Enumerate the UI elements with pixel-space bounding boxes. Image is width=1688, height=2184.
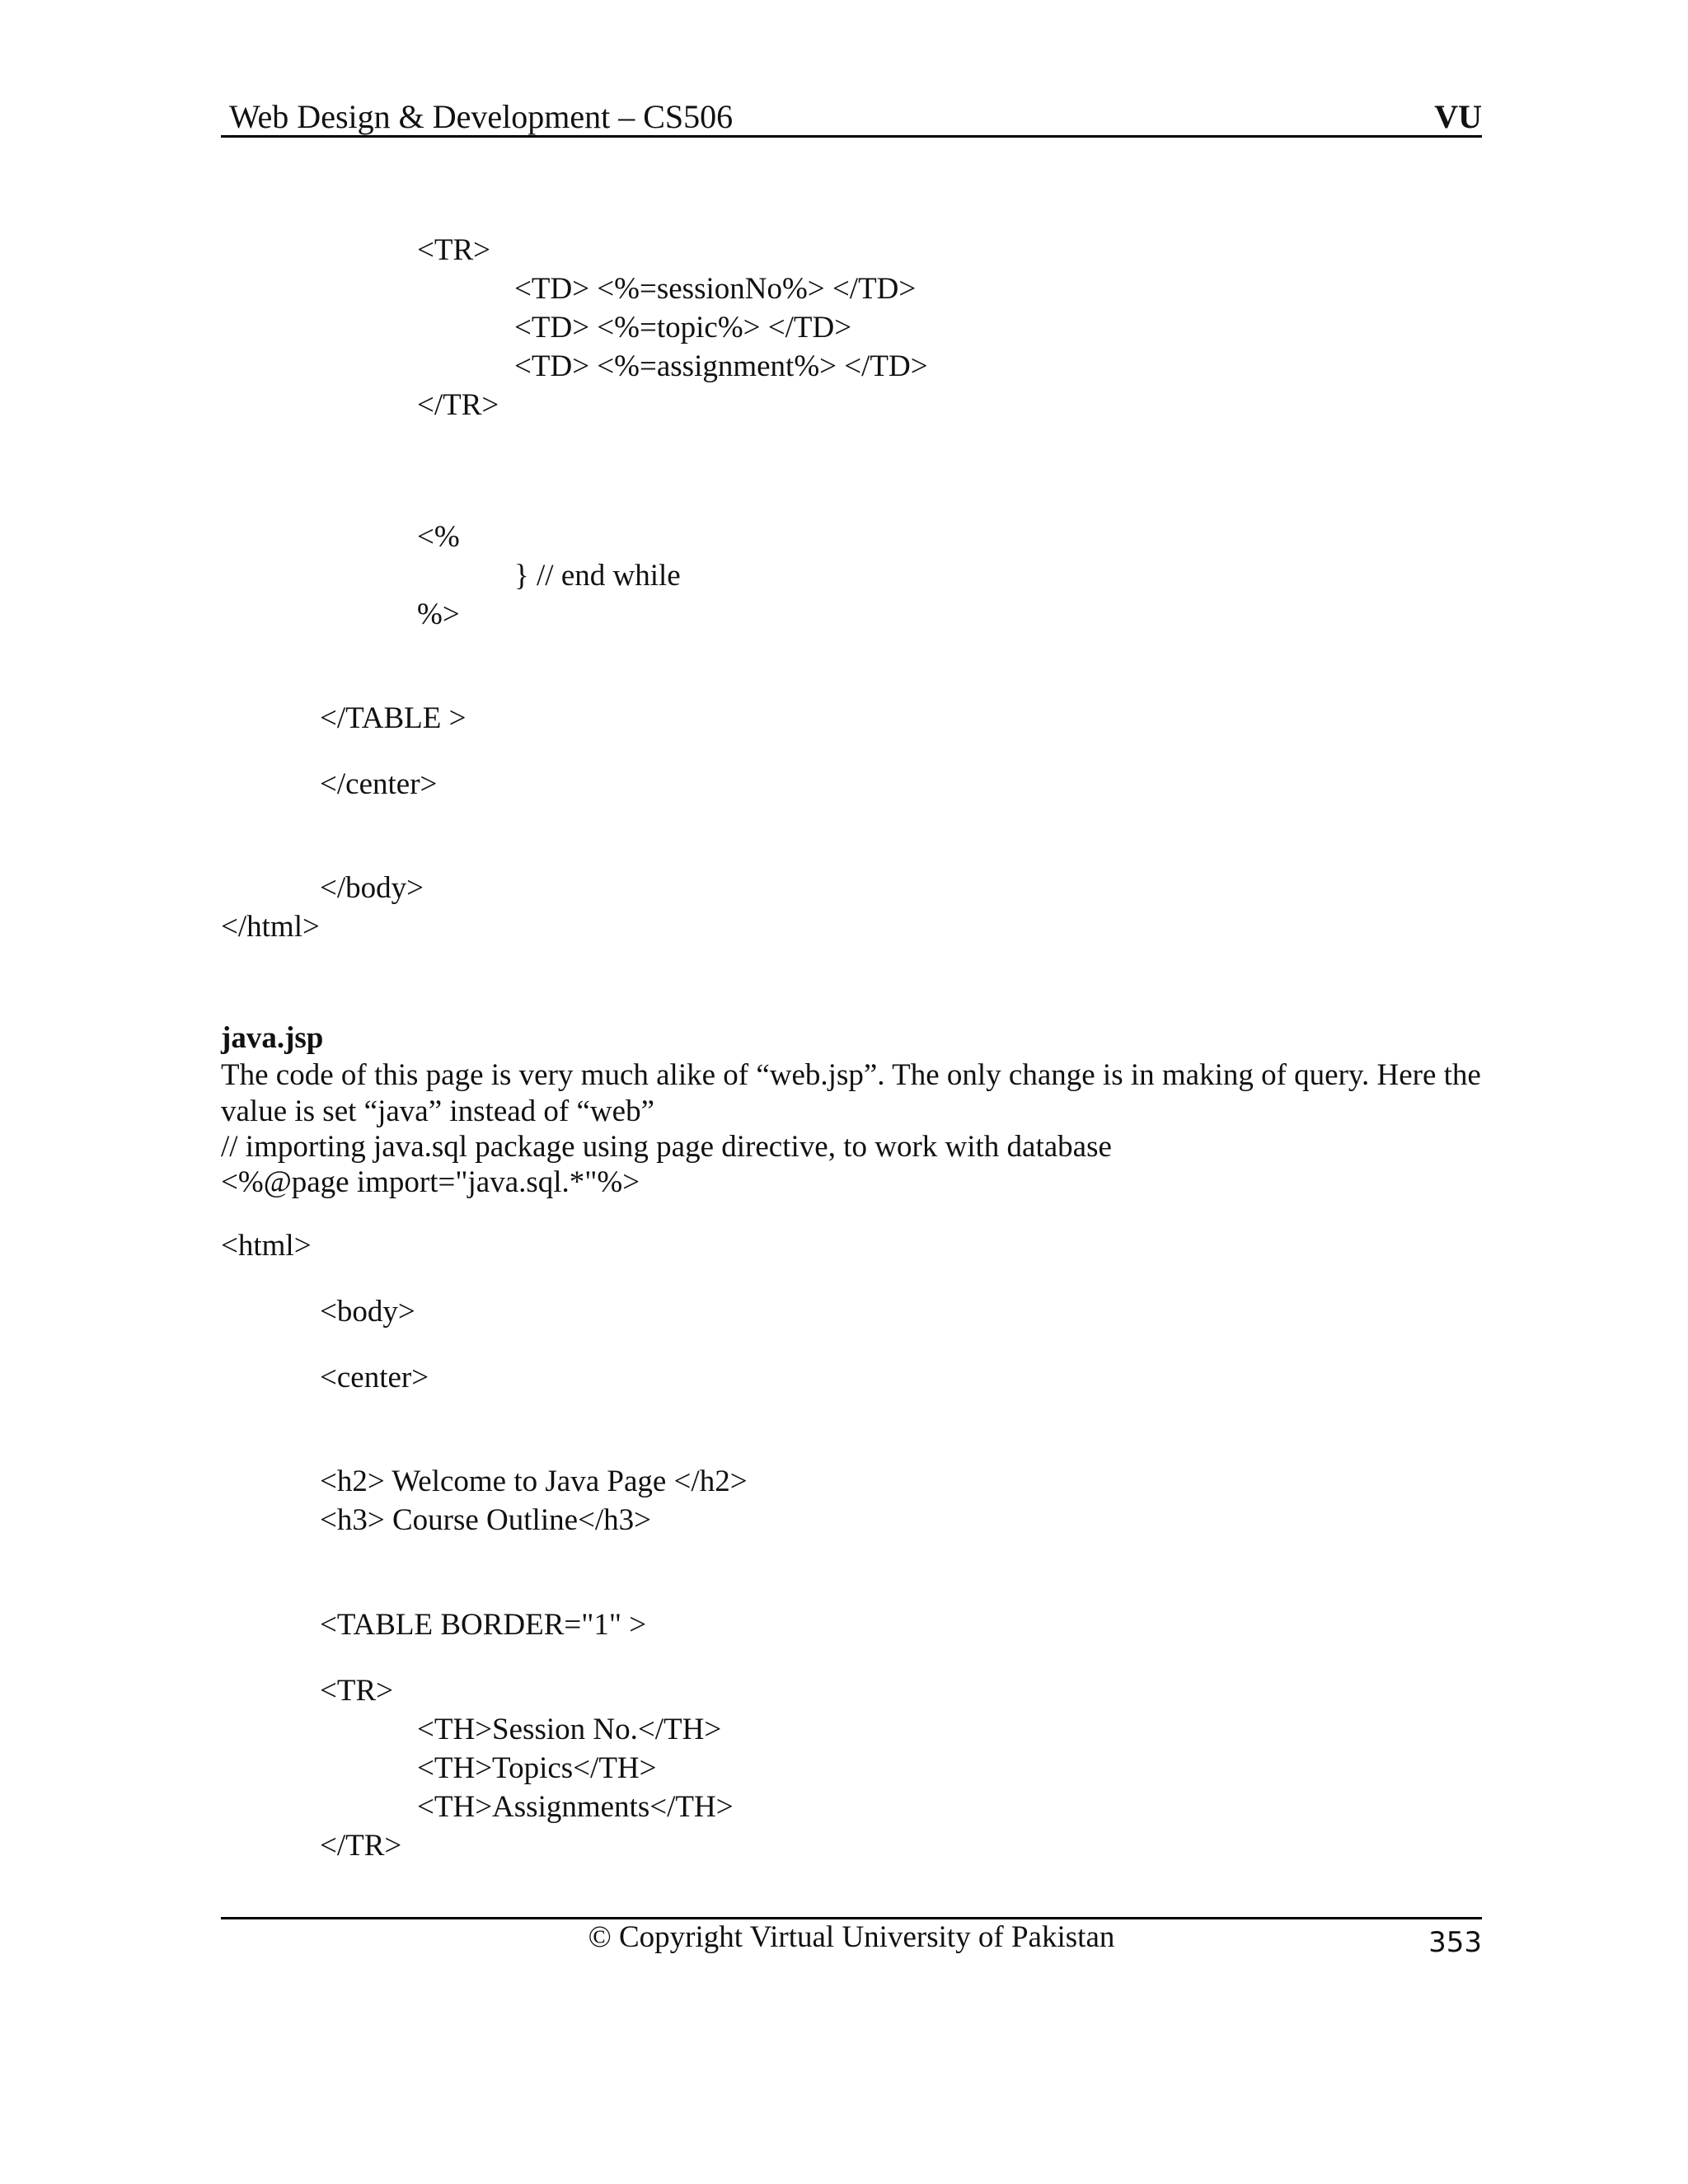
code-comment: // importing java.sql package using page directive, to work with database	[221, 1130, 1112, 1164]
course-title: Web Design & Development – CS506	[229, 98, 734, 135]
copyright-text: © Copyright Virtual University of Pakistan	[588, 1920, 1115, 1954]
page-number: 353	[1428, 1926, 1482, 1959]
university-brand: VU	[1434, 98, 1482, 135]
section-heading: java.jsp	[221, 1021, 324, 1055]
code-line: <%	[417, 520, 460, 554]
code-line: <TD> <%=topic%> </TD>	[514, 311, 852, 344]
code-line: %>	[417, 598, 460, 631]
section-paragraph: The code of this page is very much alike of “web.jsp”. The only change is in making of query. Here the value is set “java” instead of “web”	[221, 1058, 1481, 1128]
page-header	[221, 92, 1482, 138]
code-line: <TD> <%=sessionNo%> </TD>	[514, 272, 917, 306]
code-line: <TD> <%=assignment%> </TD>	[514, 349, 928, 383]
code-line: <TR>	[320, 1674, 394, 1708]
code-line: </TR>	[320, 1829, 402, 1863]
code-line: </center>	[320, 767, 438, 801]
code-line: </html>	[221, 910, 320, 944]
code-line: <TH>Assignments</TH>	[417, 1790, 734, 1824]
code-line: <body>	[320, 1295, 415, 1329]
code-line: <center>	[320, 1361, 429, 1394]
code-line: <TH>Session No.</TH>	[417, 1713, 722, 1746]
code-line: <h3> Course Outline</h3>	[320, 1503, 652, 1537]
code-line: <TABLE BORDER="1" >	[320, 1608, 647, 1642]
code-line: </TABLE >	[320, 701, 467, 735]
code-line: } // end while	[514, 559, 681, 593]
code-line: </TR>	[417, 388, 499, 422]
code-line: <html>	[221, 1229, 312, 1263]
code-line: <h2> Welcome to Java Page </h2>	[320, 1465, 748, 1498]
code-line: <TR>	[417, 233, 491, 267]
code-line: <TH>Topics</TH>	[417, 1751, 657, 1785]
code-line: </body>	[320, 871, 424, 905]
page-directive: <%@page import="java.sql.*"%>	[221, 1165, 640, 1199]
